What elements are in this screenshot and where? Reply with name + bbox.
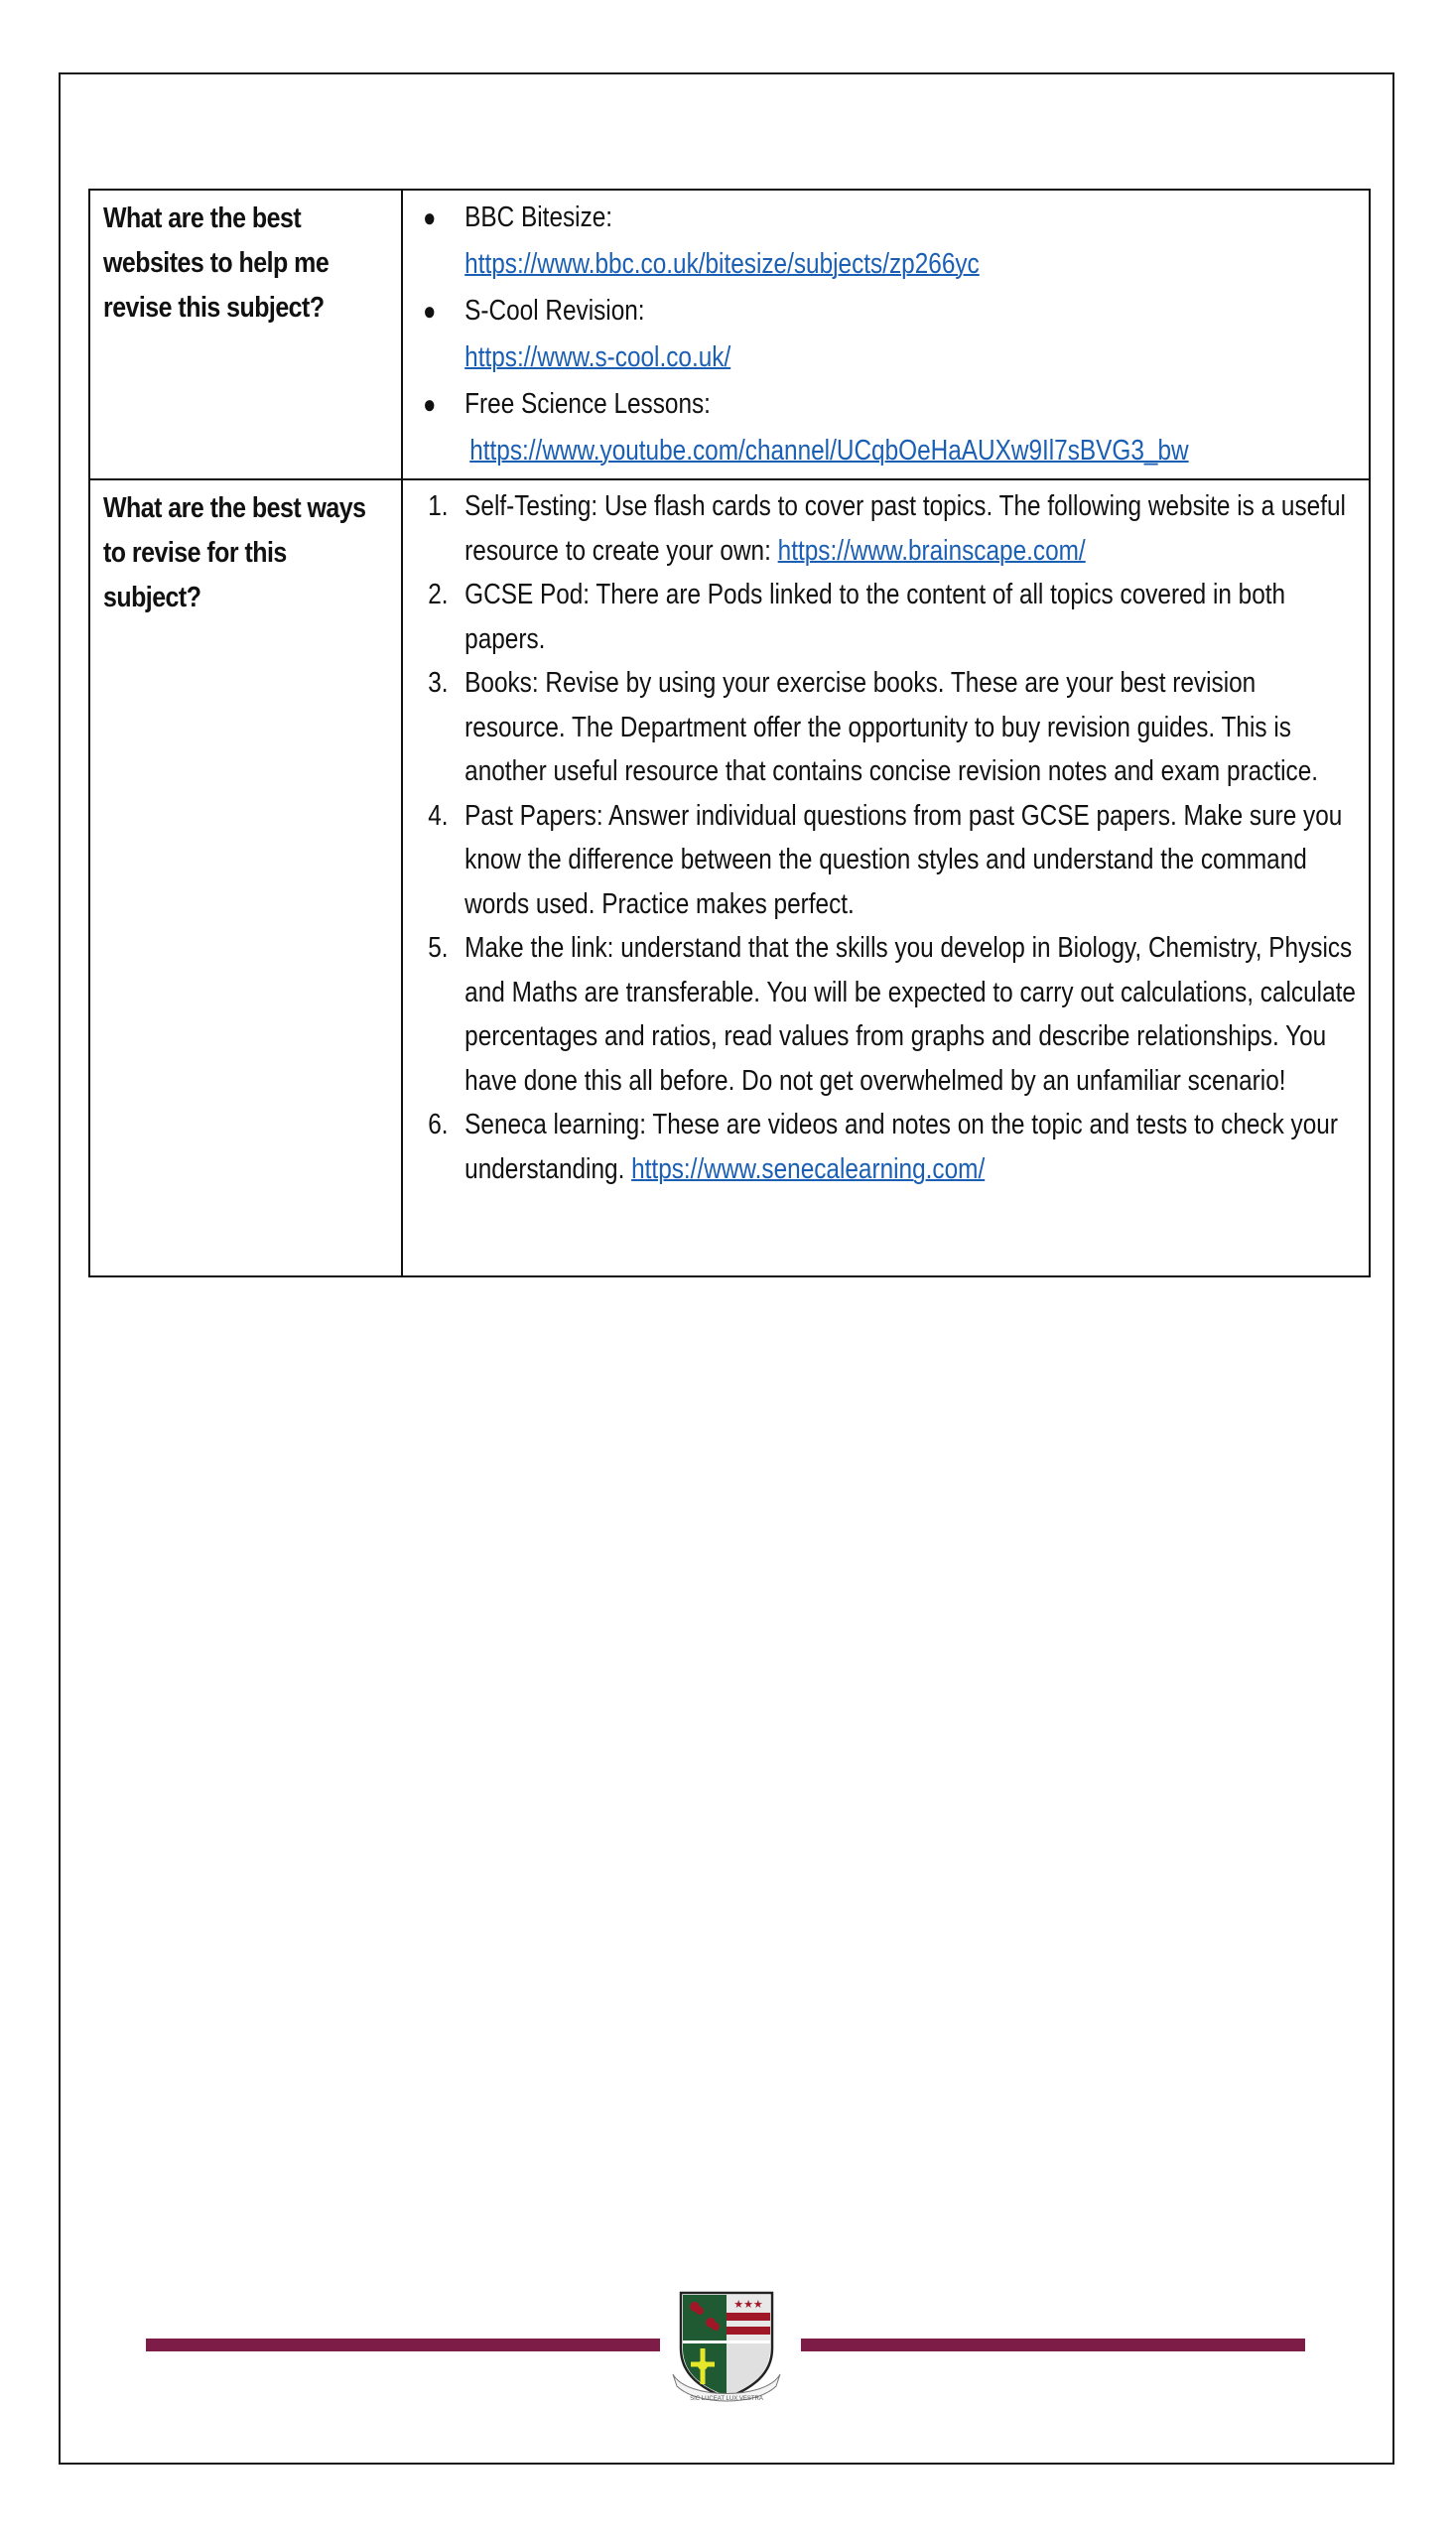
table-row-ways xyxy=(89,479,1370,1276)
table-row-websites xyxy=(89,190,1370,479)
item-number: 6. xyxy=(428,1109,449,1140)
item-text: Past Papers: Answer individual questions from past GCSE papers. Make sure you know the difference between the question styles and understand the command words used. Practice makes perfect. xyxy=(464,799,1343,920)
bullet-icon: ● xyxy=(423,296,437,326)
item-text: Make the link: understand that the skills you develop in Biology, Chemistry, Physics and Maths are transferable. You will be expected to carry out calculations, calculate percentages and ratios, read values from graphs and describe relationships. You have done this all before. Do not get overwhelmed by an unfamiliar scenario! xyxy=(464,932,1356,1097)
question-ways: What are the best ways to revise for this subject? xyxy=(103,492,366,613)
item-text: Books: Revise by using your exercise books. These are your best revision resource. The Department offer the opportunity to buy revision guides. This is another useful resource that contains concise revision notes and exam practice. xyxy=(464,667,1319,787)
question-cell xyxy=(89,479,402,1276)
item-text: GCSE Pod: There are Pods linked to the content of all topics covered in both papers. xyxy=(464,579,1286,655)
item-text: Seneca learning: These are videos and notes on the topic and tests to check your understanding. xyxy=(464,1109,1338,1185)
list-item xyxy=(428,661,1358,794)
site-label: Free Science Lessons: xyxy=(464,388,711,420)
bbc-bitesize-link[interactable]: https://www.bbc.co.uk/bitesize/subjects/zp266yc xyxy=(464,248,980,280)
list-item xyxy=(428,573,1358,661)
bullet-icon: ● xyxy=(423,202,437,232)
item-number: 2. xyxy=(428,579,449,610)
question-websites: What are the best websites to help me revise this subject? xyxy=(103,202,330,324)
website-list xyxy=(403,195,1359,474)
list-item xyxy=(423,288,1358,381)
list-item xyxy=(428,926,1358,1103)
svg-text:★★★: ★★★ xyxy=(733,2299,763,2311)
list-item xyxy=(423,195,1358,288)
bullet-icon: ● xyxy=(423,389,437,419)
crest-motto: SIC LUCEAT LUX VESTRA xyxy=(690,2396,763,2402)
free-science-lessons-link[interactable]: https://www.youtube.com/channel/UCqbOeHaAUXw9Il7sBVG3_bw xyxy=(469,435,1189,467)
revision-ways-list xyxy=(403,484,1359,1191)
site-label: BBC Bitesize: xyxy=(464,201,613,233)
list-item xyxy=(423,381,1358,474)
list-item xyxy=(428,1103,1358,1191)
revision-table xyxy=(88,189,1371,1277)
answer-cell-websites xyxy=(402,190,1370,479)
footer-bar-left xyxy=(146,2339,660,2351)
seneca-learning-link[interactable]: https://www.senecalearning.com/ xyxy=(631,1152,986,1185)
question-cell xyxy=(89,190,402,479)
list-item xyxy=(428,794,1358,927)
list-item xyxy=(428,484,1358,573)
s-cool-link[interactable]: https://www.s-cool.co.uk/ xyxy=(464,341,731,373)
item-text: Self-Testing: Use flash cards to cover past topics. The following website is a useful resource to create your own: xyxy=(464,490,1346,567)
school-crest-icon xyxy=(667,2289,786,2408)
item-number: 3. xyxy=(428,667,449,699)
brainscape-link[interactable]: https://www.brainscape.com/ xyxy=(777,534,1086,567)
footer-bar-right xyxy=(801,2339,1305,2351)
item-number: 1. xyxy=(428,490,449,522)
site-label: S-Cool Revision: xyxy=(464,295,645,327)
answer-cell-ways xyxy=(402,479,1370,1276)
item-number: 4. xyxy=(428,799,449,832)
item-number: 5. xyxy=(428,932,449,964)
